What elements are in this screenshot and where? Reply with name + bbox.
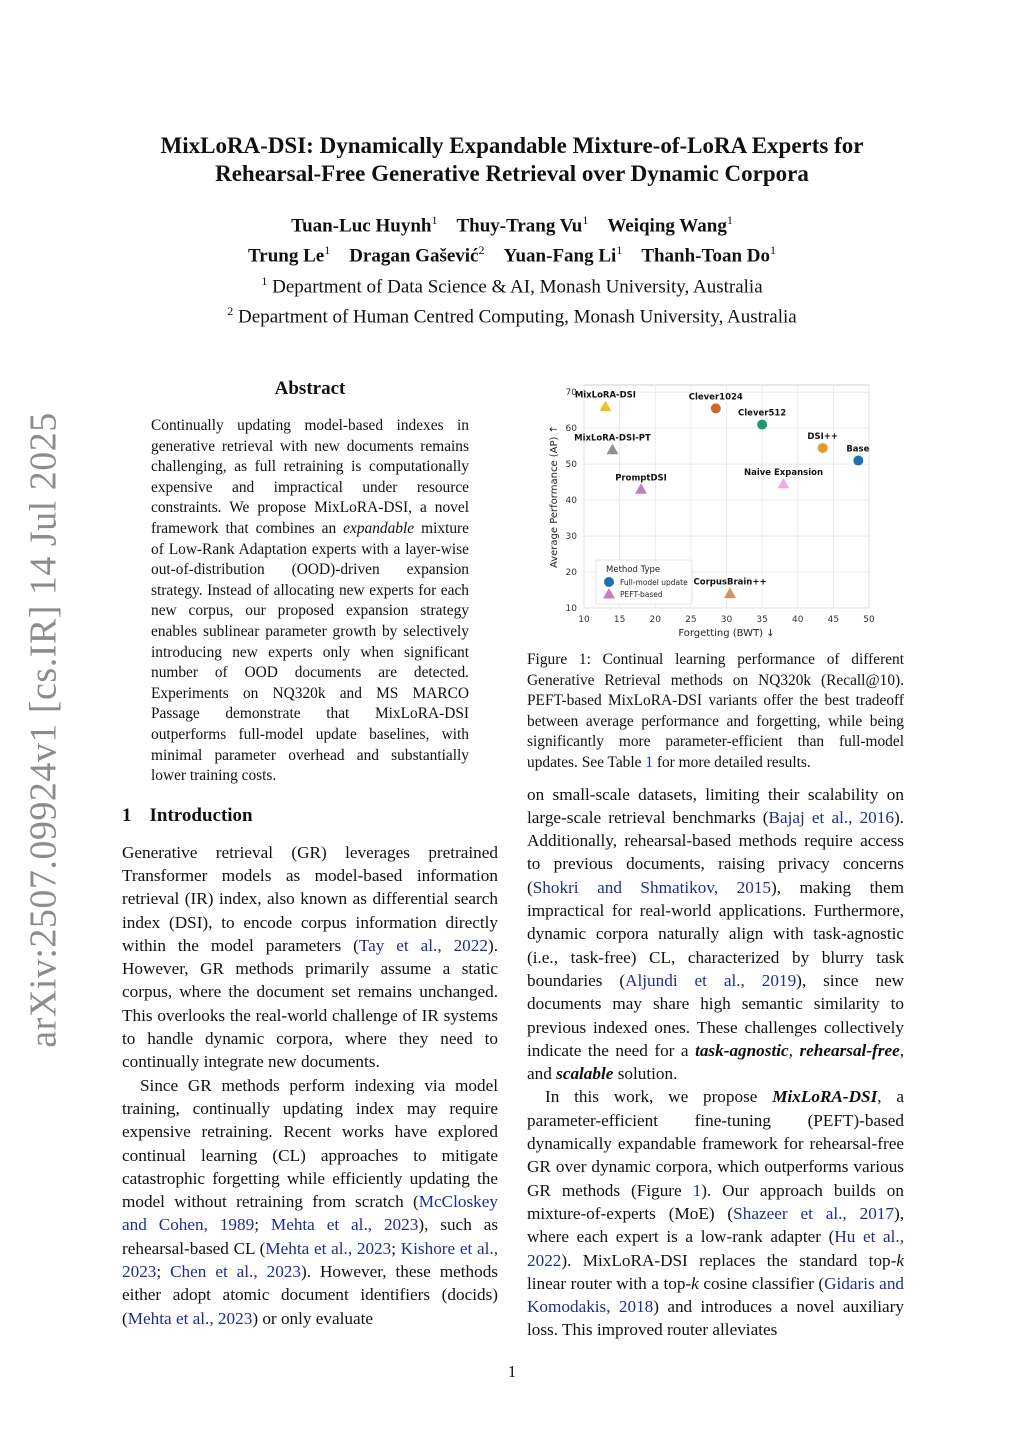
arxiv-id: arXiv:2507.09924v1 [cs.IR] 14 Jul 2025 xyxy=(23,412,66,1048)
author-name: Trung Le xyxy=(248,245,325,267)
affiliation-1 xyxy=(100,269,924,299)
figure-ref-link[interactable]: 1 xyxy=(692,1180,702,1200)
author-affil-mark: 1 xyxy=(726,213,733,227)
abstract-heading: Abstract xyxy=(274,378,346,399)
math-variable: k xyxy=(691,1273,699,1293)
x-axis-label: Forgetting (BWT) ↓ xyxy=(678,628,775,639)
citation-link[interactable]: Gidaris and Komodakis, 2018 xyxy=(527,1273,905,1317)
citation-link[interactable]: McCloskey and Cohen, 1989 xyxy=(122,1192,498,1235)
point-label: MixLoRA-DSI xyxy=(574,390,636,401)
author-row-1 xyxy=(100,208,924,238)
body-text: ). However, GR methods primarily assume a static corpus, where the document set remains unchanged. This overlooks the real-world challenge of IR systems to handle dynamic corpora, where they need to continually integrate new documents. xyxy=(122,935,498,1072)
x-tick-label: 35 xyxy=(756,615,768,625)
x-tick-label: 40 xyxy=(792,615,804,625)
author-name: Weiqing Wang xyxy=(607,215,727,237)
affil-text: Department of Human Centred Computing, Monash University, Australia xyxy=(238,306,797,328)
section-title: Introduction xyxy=(149,804,253,826)
abstract-body xyxy=(151,416,469,787)
data-point xyxy=(757,420,767,430)
data-point xyxy=(818,443,828,453)
citation-link[interactable]: Shazeer et al., 2017 xyxy=(733,1203,894,1223)
body-text: solution. xyxy=(613,1064,678,1084)
x-tick-label: 10 xyxy=(578,615,590,625)
point-label: Naive Expansion xyxy=(743,467,824,478)
intro-paragraph-2 xyxy=(122,1074,498,1330)
point-label: Clever512 xyxy=(738,408,787,419)
title-block xyxy=(100,132,924,329)
point-label: CorpusBrain++ xyxy=(693,577,767,588)
author-affil-mark: 1 xyxy=(616,243,623,258)
intro-paragraph-4 xyxy=(527,1085,904,1341)
point-label: DSI++ xyxy=(807,431,838,442)
point-label: Base xyxy=(846,444,870,455)
y-tick-label: 40 xyxy=(565,496,577,507)
intro-paragraph-1 xyxy=(122,841,498,1074)
legend-title: Method Type xyxy=(606,565,661,575)
figure-caption xyxy=(527,650,904,774)
citation-link[interactable]: Bajaj et al., 2016 xyxy=(768,807,894,827)
author-name: Dragan Gašević xyxy=(349,245,479,267)
body-text: ), since new documents may share high semantic similarity to previous indexed ones. These challenges collectively indicate the need for a xyxy=(527,970,905,1060)
author-name: Yuan-Fang Li xyxy=(503,245,617,267)
data-point xyxy=(711,403,721,413)
body-text: ; xyxy=(254,1215,271,1235)
y-tick-label: 10 xyxy=(565,604,577,614)
affil-text: Department of Data Science & AI, Monash University, Australia xyxy=(272,275,763,297)
caption-text: Figure 1: Continual learning performance of different Generative Retrieval methods on NQ320k (Recall@10). PEFT-based MixLoRA-DSI variants offer the best tradeoff between average performance and forgetting, while being significantly more parameter-efficient than full-model updates. See Table xyxy=(527,651,904,771)
author-name: Thuy-Trang Vu xyxy=(456,215,583,237)
x-tick-label: 15 xyxy=(613,615,626,625)
affil-mark: 2 xyxy=(227,303,234,318)
body-text: Since GR methods perform indexing via model training, continually updating index may require expensive retraining. Recent works have explored continual learning (CL) approaches to mitigate catastrophic forgetting while efficiently updating the model without retraining from scratch ( xyxy=(122,1075,498,1212)
legend-label: PEFT-based xyxy=(620,590,663,599)
citation-link[interactable]: Hu et al., 2022 xyxy=(527,1227,904,1270)
body-text: , a parameter-efficient fine-tuning (PEFT)-based dynamically expandable framework for rehearsal-free GR over dynamic corpora, which outperforms various GR methods (Figure xyxy=(527,1087,904,1200)
body-text: ; xyxy=(391,1238,401,1258)
author-row-2 xyxy=(100,238,924,268)
x-tick-label: 30 xyxy=(720,615,733,625)
author-affil-mark: 1 xyxy=(769,243,776,258)
body-text: ) or only evaluate xyxy=(252,1308,374,1328)
figure-1 xyxy=(527,382,904,774)
citation-link[interactable]: Kishore et al., 2023 xyxy=(122,1238,498,1282)
x-tick-label: 45 xyxy=(827,615,840,625)
author-affil-mark: 1 xyxy=(431,213,438,227)
body-text: ). However, these methods either adopt atomic document identifiers (docids) ( xyxy=(122,1262,498,1328)
intro-paragraph-3 xyxy=(527,783,904,1086)
method-name: MixLoRA-DSI xyxy=(772,1087,878,1107)
legend-label: Full-model update xyxy=(620,578,688,587)
author-affil-mark: 1 xyxy=(324,243,331,258)
author-affil-mark: 2 xyxy=(478,243,485,258)
y-axis-label: Average Performance (AP) ↑ xyxy=(549,424,560,569)
scatter-chart xyxy=(527,382,904,644)
y-tick-label: 50 xyxy=(565,460,577,471)
point-label: MixLoRA-DSI-PT xyxy=(574,433,651,444)
point-label: PromptDSI xyxy=(615,473,667,484)
page-number: 1 xyxy=(507,1362,517,1381)
point-label: Clever1024 xyxy=(688,392,743,403)
body-text: ), where each expert is a low-rank adapter ( xyxy=(527,1203,905,1247)
table-ref-link[interactable]: 1 xyxy=(645,753,654,771)
body-text: ), such as rehearsal-based CL ( xyxy=(122,1215,499,1258)
body-text: ). Our approach builds on mixture-of-experts (MoE) ( xyxy=(527,1180,904,1223)
emphasis-text: task-agnostic xyxy=(695,1040,789,1060)
body-text: Generative retrieval (GR) leverages pretrained Transformer models as model-based information retrieval (IR) index, also known as differential search index (DSI), to encode corpus information directly within the model parameters ( xyxy=(122,842,498,955)
x-tick-label: 25 xyxy=(685,615,697,625)
body-text: ). Additionally, rehearsal-based methods require access to previous documents, raising privacy concerns ( xyxy=(527,807,904,897)
legend-marker xyxy=(604,577,614,587)
author-name: Thanh-Toan Do xyxy=(641,245,770,267)
body-text: linear router with a top- xyxy=(527,1273,692,1293)
body-text: cosine classifier ( xyxy=(698,1273,825,1293)
citation-link[interactable]: Mehta et al., 2023 xyxy=(265,1238,392,1258)
emphasis-text: rehearsal-free xyxy=(799,1040,900,1060)
citation-link[interactable]: Shokri and Shmatikov xyxy=(532,877,714,897)
body-text: ). MixLoRA-DSI replaces the standard top- xyxy=(561,1250,897,1270)
data-point xyxy=(853,456,863,466)
x-tick-label: 50 xyxy=(863,615,875,625)
affil-mark: 1 xyxy=(261,273,268,288)
y-tick-label: 70 xyxy=(565,388,577,399)
abstract-text: mixture of Low-Rank Adaptation experts with a layer-wise out-of-distribution (OOD)-driven expansion strategy. Instead of allocating new experts for each new corpus, our proposed expansion strategy enables sublinear parameter growth by selectively introducing new experts only when significant number of OOD documents are detected. Experiments on NQ320k and MS MARCO Passage demonstrate that MixLoRA-DSI outperforms full-model update baselines, with minimal parameter overhead and substantially lower training costs. xyxy=(151,519,470,785)
title-line-1: MixLoRA-DSI: Dynamically Expandable Mixture-of-LoRA Experts for xyxy=(160,133,864,158)
body-text: ) and introduces a novel auxiliary loss. This improved router alleviates xyxy=(527,1297,904,1340)
x-tick-label: 20 xyxy=(649,615,661,625)
affiliation-2 xyxy=(100,299,924,329)
citation-link[interactable]: Mehta et al., 2023 xyxy=(127,1308,253,1328)
y-tick-label: 30 xyxy=(565,532,577,543)
body-text: ; xyxy=(156,1262,171,1282)
left-column xyxy=(122,378,498,1330)
caption-text: for more detailed results. xyxy=(653,753,811,771)
section-heading-introduction xyxy=(122,803,498,829)
emphasis-text: scalable xyxy=(556,1064,614,1084)
author-affil-mark: 1 xyxy=(582,213,589,227)
citation-link[interactable]: Tay et al., 2022 xyxy=(358,935,488,955)
citation-link[interactable]: Mehta et al., 2023 xyxy=(270,1215,419,1235)
citation-link[interactable]: Aljundi et al., 2019 xyxy=(625,970,797,990)
paper-title xyxy=(100,132,924,188)
y-tick-label: 60 xyxy=(565,424,577,435)
arxiv-stamp xyxy=(12,412,76,1048)
right-column xyxy=(527,382,904,1342)
body-text: , and xyxy=(527,1040,905,1084)
abstract-emphasis: expandable xyxy=(343,519,415,537)
author-list xyxy=(100,208,924,269)
y-tick-label: 20 xyxy=(565,568,577,579)
body-text: on small-scale datasets, limiting their scalability on large-scale retrieval benchmarks ( xyxy=(527,784,904,827)
body-text: ), making them impractical for real-world applications. Furthermore, dynamic corpora naturally align with task-agnostic (i.e., task-free) CL, characterized by blurry task boundaries ( xyxy=(527,877,905,990)
citation-link[interactable]: , 2015 xyxy=(713,877,772,897)
author-name: Tuan-Luc Huynh xyxy=(291,215,432,237)
abstract-text: Continually updating model-based indexes in generative retrieval with new documents remains challenging, as full retraining is computationally expensive and impractical under resource constraints. We propose MixLoRA-DSI, a novel framework that combines an xyxy=(151,417,469,537)
body-text: , xyxy=(788,1040,800,1060)
title-line-2: Rehearsal-Free Generative Retrieval over Dynamic Corpora xyxy=(215,161,809,186)
citation-link[interactable]: Chen et al., 2023 xyxy=(170,1262,301,1282)
body-text: In this work, we propose xyxy=(545,1087,773,1107)
section-number: 1 xyxy=(122,804,132,826)
math-variable: k xyxy=(896,1250,904,1270)
